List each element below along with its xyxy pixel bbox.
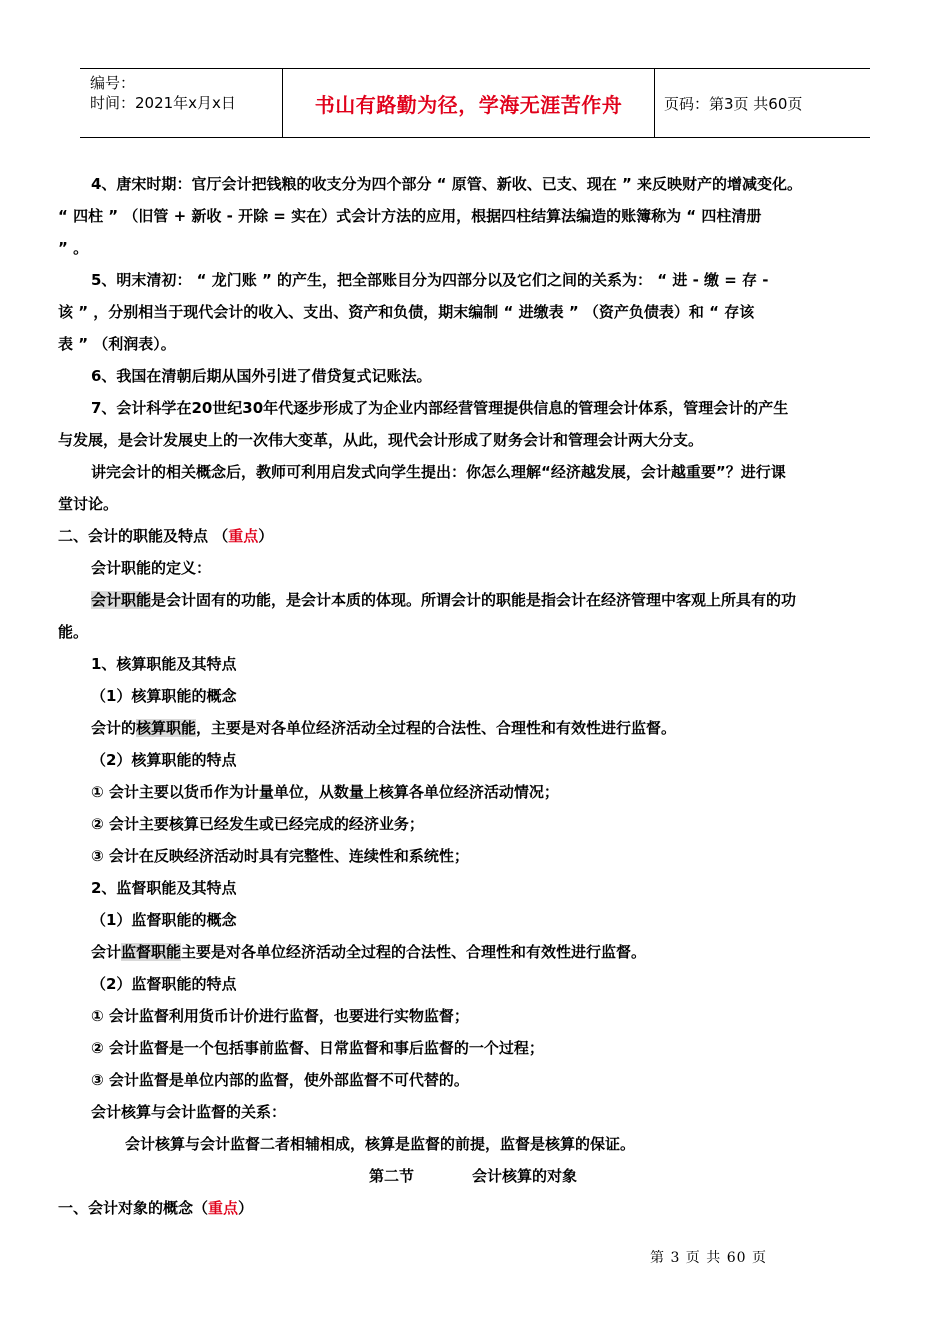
- accounting-highlight: 核算职能: [136, 719, 197, 737]
- relation-text: 会计核算与会计监督二者相辅相成，核算是监督的前提，监督是核算的保证。: [125, 1135, 636, 1153]
- paragraph-5-line-3: 表 ” （利润表）。: [58, 335, 176, 353]
- accounting-function-title: 1、核算职能及其特点: [91, 655, 237, 673]
- supervision-concept-heading: （1）监督职能的概念: [91, 911, 237, 929]
- object-close: ）: [238, 1199, 254, 1217]
- paragraph-7-line-2: 与发展，是会计发展史上的一次伟大变革，从此，现代会计形成了财务会计和管理会计两大分支。: [58, 431, 704, 449]
- supervision-highlight: 监督职能: [121, 943, 182, 961]
- paragraph-4-line-3: ” 。: [58, 239, 89, 257]
- accounting-prefix: 会计的: [91, 719, 137, 737]
- accounting-rest: ，主要是对各单位经济活动全过程的合法性、合理性和有效性进行监督。: [196, 719, 677, 737]
- supervision-feature-1: ① 会计监督利用货币计价进行监督，也要进行实物监督；: [91, 1007, 469, 1025]
- supervision-rest: 主要是对各单位经济活动全过程的合法性、合理性和有效性进行监督。: [181, 943, 647, 961]
- document-body: [58, 168, 888, 1224]
- section-2-close: ）: [258, 527, 274, 545]
- header-divider-right: [654, 69, 655, 137]
- supervision-features-heading: （2）监督职能的特点: [91, 975, 237, 993]
- accounting-features-heading: （2）核算职能的特点: [91, 751, 237, 769]
- section-number: 第二节: [368, 1167, 414, 1185]
- section-heading: [58, 1160, 888, 1192]
- definition-line-1: [58, 584, 888, 616]
- section-2-title: 二、会计的职能及特点 （: [58, 527, 229, 545]
- relation-label: 会计核算与会计监督的关系：: [91, 1103, 287, 1121]
- discussion-line-2: 堂讨论。: [58, 495, 119, 513]
- object-concept-heading: [58, 1192, 888, 1224]
- accounting-feature-3: ③ 会计在反映经济活动时具有完整性、连续性和系统性；: [91, 847, 469, 865]
- paragraph-4-line-2: “ 四柱 ” （旧管 + 新收 - 开除 = 实在）式会计方法的应用，根据四柱结算法编造的账簿称为 “ 四柱清册: [58, 207, 762, 225]
- accounting-feature-1: ① 会计主要以货币作为计量单位，从数量上核算各单位经济活动情况；: [91, 783, 559, 801]
- paragraph-6: 6、我国在清朝后期从国外引进了借贷复式记账法。: [91, 367, 432, 385]
- number-label: 编号：: [90, 74, 136, 92]
- definition-label: 会计职能的定义：: [91, 559, 212, 577]
- header-page-info: 页码：第3页 共60页: [664, 95, 803, 113]
- discussion-line-1: 讲完会计的相关概念后，教师可利用启发式向学生提出：你怎么理解“经济越发展，会计越重要”？进行课: [91, 463, 786, 481]
- paragraph-5-line-1: 5、明末清初： “ 龙门账 ” 的产生，把全部账目分为四部分以及它们之间的关系为： “ 进 - 缴 = 存 -: [91, 271, 769, 289]
- header-meta: [90, 73, 236, 113]
- supervision-function-title: 2、监督职能及其特点: [91, 879, 237, 897]
- key-point-badge: 重点: [228, 527, 259, 545]
- definition-highlight: 会计职能: [91, 591, 152, 609]
- time-label: 时间：2021年x月x日: [90, 94, 236, 112]
- paragraph-7-line-1: 7、会计科学在20世纪30年代逐步形成了为企业内部经营管理提供信息的管理会计体系，管理会计的产生: [91, 399, 789, 417]
- page-footer: 第 3 页 共 60 页: [650, 1250, 767, 1266]
- paragraph-5-line-2: 该 ” ，分别相当于现代会计的收入、支出、资产和负债，期末编制 “ 进缴表 ” （资产负债表）和 “ 存该: [58, 303, 755, 321]
- object-title: 一、会计对象的概念（: [58, 1199, 209, 1217]
- definition-text: 是会计固有的功能，是会计本质的体现。所谓会计的职能是指会计在经济管理中客观上所具有的功: [151, 591, 797, 609]
- paragraph-4-line-1: 4、唐宋时期：官厅会计把钱粮的收支分为四个部分 “ 原管、新收、已支、现在 ” 来反映财产的增减变化。: [91, 175, 803, 193]
- page-header: [80, 68, 870, 138]
- supervision-concept-text: [58, 936, 888, 968]
- object-key-point-badge: 重点: [208, 1199, 239, 1217]
- supervision-feature-2: ② 会计监督是一个包括事前监督、日常监督和事后监督的一个过程；: [91, 1039, 544, 1057]
- accounting-concept-text: [58, 712, 888, 744]
- definition-line-2: 能。: [58, 623, 89, 641]
- accounting-feature-2: ② 会计主要核算已经发生或已经完成的经济业务；: [91, 815, 424, 833]
- supervision-prefix: 会计: [91, 943, 122, 961]
- supervision-feature-3: ③ 会计监督是单位内部的监督，使外部监督不可代替的。: [91, 1071, 469, 1089]
- accounting-concept-heading: （1）核算职能的概念: [91, 687, 237, 705]
- section-2-heading: [58, 520, 888, 552]
- section-name: 会计核算的对象: [472, 1167, 578, 1185]
- header-slogan: 书山有路勤为径，学海无涯苦作舟: [314, 92, 623, 117]
